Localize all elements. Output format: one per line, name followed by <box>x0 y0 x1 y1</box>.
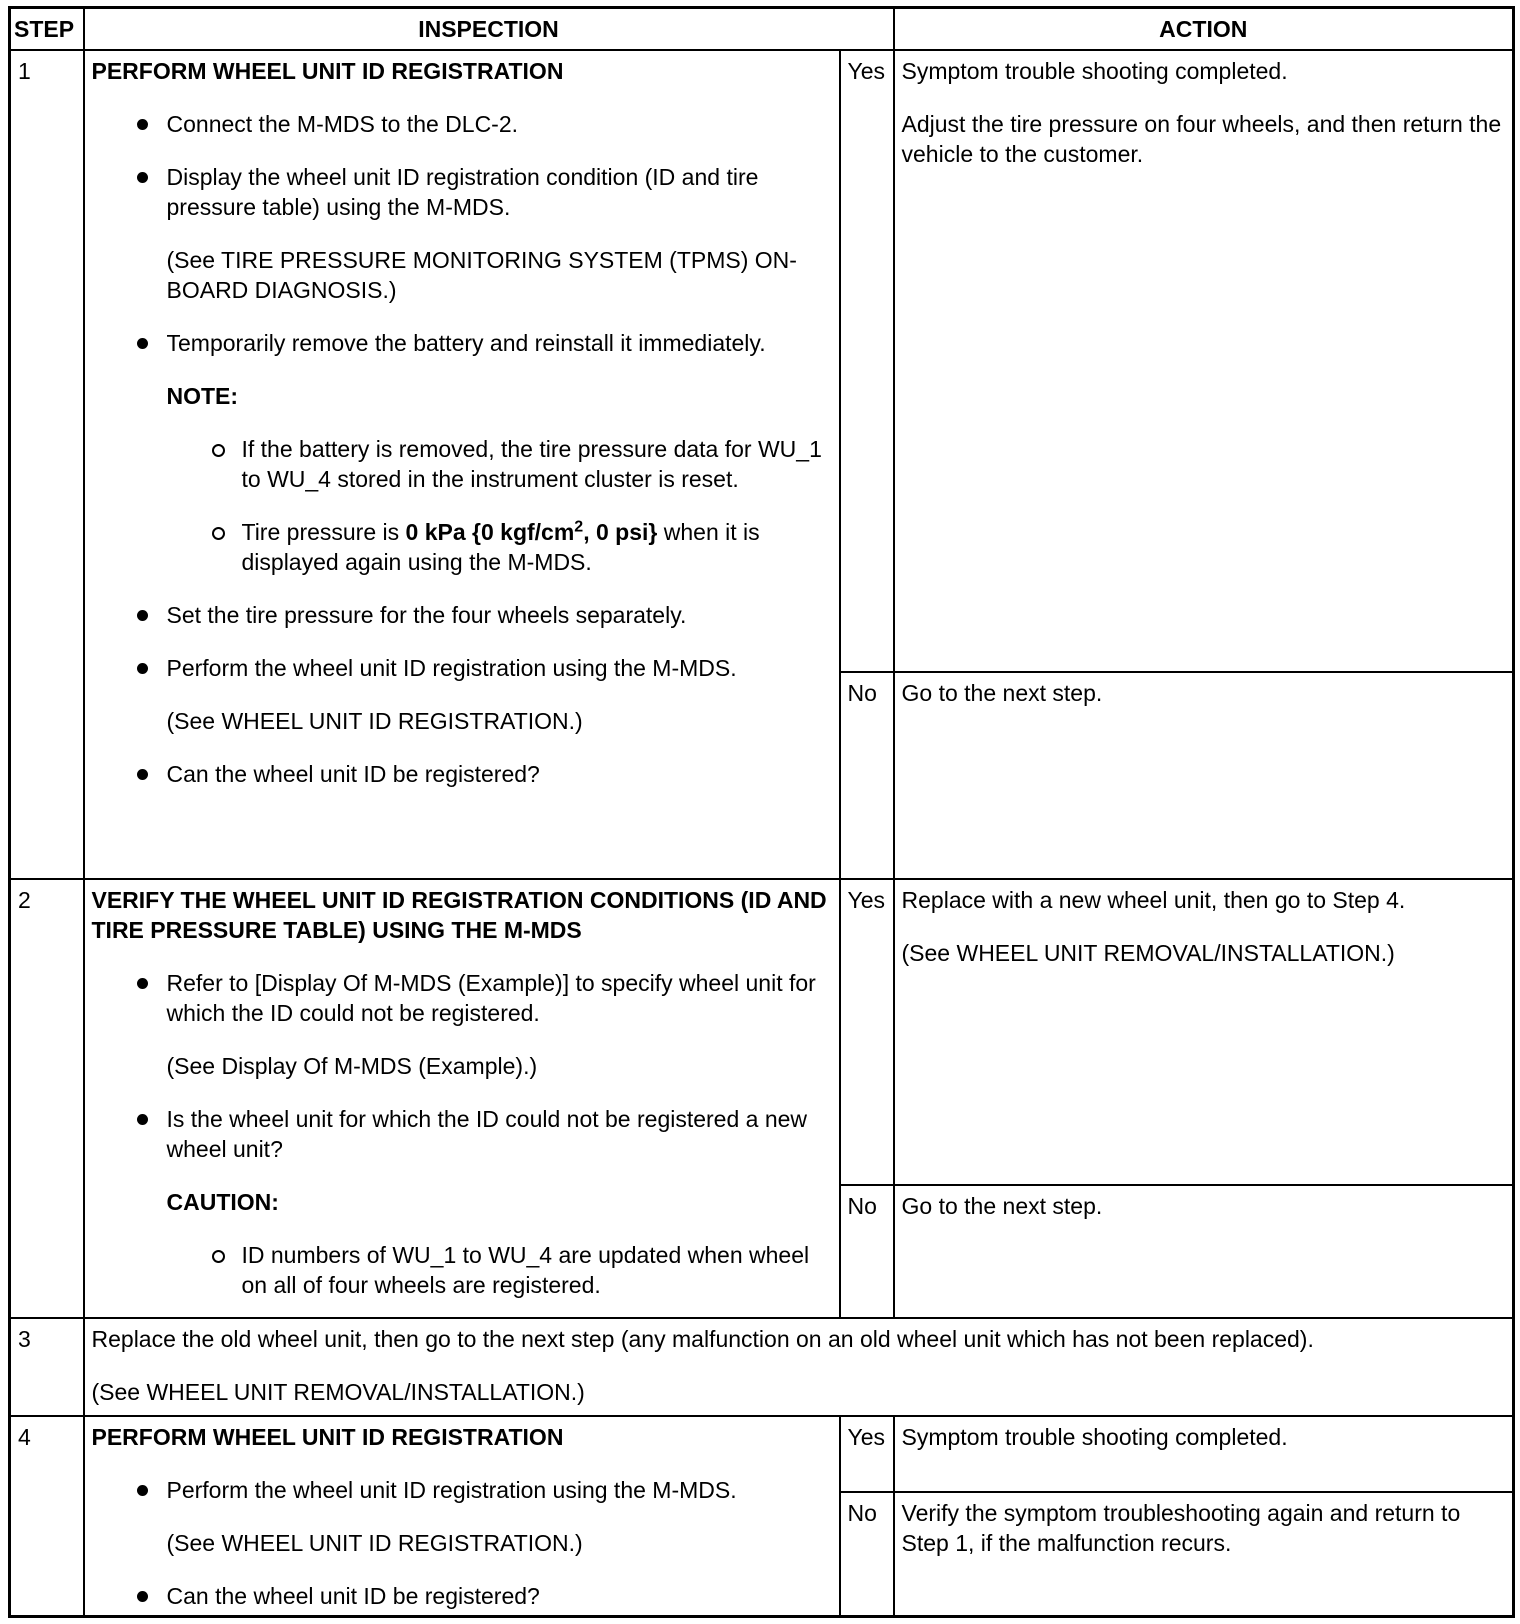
step-4-yes-action <box>894 1416 1514 1492</box>
step-1-bullet-5: Perform the wheel unit ID registration using the M-MDS. <box>167 653 832 683</box>
step-4-no-action <box>894 1492 1514 1617</box>
step-1-number: 1 <box>10 50 84 879</box>
step-4-row-yes <box>10 1416 1514 1492</box>
note-2-post: when it is displayed again using the M-MDS. <box>241 519 760 575</box>
step-2-no-action <box>894 1185 1514 1318</box>
troubleshooting-table <box>8 6 1515 1618</box>
header-row <box>10 8 1514 51</box>
header-action: ACTION <box>894 8 1514 51</box>
step-4-bullet-1: Perform the wheel unit ID registration using the M-MDS. <box>167 1475 832 1505</box>
step-1-notes <box>92 434 832 577</box>
step-2-no-action-1: Go to the next step. <box>901 1193 1103 1219</box>
step-1-bullet-2: Display the wheel unit ID registration condition (ID and tire pressure table) using the M-MDS. <box>167 162 832 222</box>
step-4-number: 4 <box>10 1416 84 1617</box>
step-2-bullets-b <box>92 1104 832 1164</box>
step-2-title: VERIFY THE WHEEL UNIT ID REGISTRATION CONDITIONS (ID AND TIRE PRESSURE TABLE) USING THE M-MDS <box>91 887 827 943</box>
step-1-bullet-6: Can the wheel unit ID be registered? <box>167 759 832 789</box>
step-1-bullets-c <box>92 600 832 683</box>
note-2-bold2: , 0 psi} <box>583 519 658 545</box>
step-3-row <box>10 1318 1514 1416</box>
step-1-title: PERFORM WHEEL UNIT ID REGISTRATION <box>91 58 564 84</box>
step-4-bullet-1-ref: (See WHEEL UNIT ID REGISTRATION.) <box>166 1530 583 1556</box>
step-1-yes-action-2: Adjust the tire pressure on four wheels, and then return the vehicle to the customer. <box>901 111 1502 167</box>
step-1-yes-action-1: Symptom trouble shooting completed. <box>901 58 1288 84</box>
step-1-note-1: If the battery is removed, the tire pressure data for WU_1 to WU_4 stored in the instrument cluster is reset. <box>242 434 832 494</box>
step-2-yes-action-2: (See WHEEL UNIT REMOVAL/INSTALLATION.) <box>901 940 1395 966</box>
step-4-no-label: No <box>840 1492 894 1617</box>
header-step: STEP <box>10 8 84 51</box>
step-2-cautions <box>92 1240 832 1300</box>
step-3-number: 3 <box>10 1318 84 1416</box>
step-4-bullets-b <box>92 1581 832 1611</box>
step-1-row-yes <box>10 50 1514 672</box>
step-3-line-1: Replace the old wheel unit, then go to the next step (any malfunction on an old wheel unit which has not been replaced). <box>91 1326 1314 1352</box>
step-1-bullet-1: Connect the M-MDS to the DLC-2. <box>167 109 832 139</box>
step-1-bullet-3: Temporarily remove the battery and reinstall it immediately. <box>167 328 832 358</box>
step-4-yes-action-1: Symptom trouble shooting completed. <box>901 1424 1288 1450</box>
step-1-bullet-4: Set the tire pressure for the four wheels separately. <box>167 600 832 630</box>
note-2-pre: Tire pressure is <box>241 519 406 545</box>
step-1-no-action-1: Go to the next step. <box>901 680 1103 706</box>
step-1-note-2 <box>242 517 832 577</box>
step-1-yes-action <box>894 50 1514 672</box>
header-inspection: INSPECTION <box>84 8 894 51</box>
step-2-bullets <box>92 968 832 1028</box>
step-2-row-yes <box>10 879 1514 1185</box>
step-4-bullets <box>92 1475 832 1505</box>
step-2-caution-1: ID numbers of WU_1 to WU_4 are updated when wheel on all of four wheels are registered. <box>242 1240 832 1300</box>
step-2-caution-label: CAUTION: <box>166 1189 279 1215</box>
step-3-line-2: (See WHEEL UNIT REMOVAL/INSTALLATION.) <box>91 1379 585 1405</box>
step-1-bullet-2-ref: (See TIRE PRESSURE MONITORING SYSTEM (TPMS) ON-BOARD DIAGNOSIS.) <box>166 247 797 303</box>
step-3-content <box>84 1318 1514 1416</box>
step-2-yes-action <box>894 879 1514 1185</box>
note-2-sup: 2 <box>574 518 584 536</box>
note-2-bold: 0 kPa {0 kgf/cm <box>405 519 575 545</box>
step-4-inspection <box>84 1416 840 1617</box>
step-1-note-label: NOTE: <box>166 383 239 409</box>
step-2-inspection <box>84 879 840 1318</box>
step-2-no-label: No <box>840 1185 894 1318</box>
step-1-no-action <box>894 672 1514 879</box>
step-4-title: PERFORM WHEEL UNIT ID REGISTRATION <box>91 1424 564 1450</box>
step-1-yes-label: Yes <box>840 50 894 672</box>
step-2-yes-action-1: Replace with a new wheel unit, then go to Step 4. <box>901 887 1406 913</box>
step-2-bullet-1-ref: (See Display Of M-MDS (Example).) <box>166 1053 538 1079</box>
step-1-no-label: No <box>840 672 894 879</box>
step-1-bullets-d <box>92 759 832 789</box>
step-2-bullet-2: Is the wheel unit for which the ID could not be registered a new wheel unit? <box>167 1104 832 1164</box>
step-4-bullet-2: Can the wheel unit ID be registered? <box>167 1581 832 1611</box>
step-2-yes-label: Yes <box>840 879 894 1185</box>
step-2-bullet-1: Refer to [Display Of M-MDS (Example)] to specify wheel unit for which the ID could not be registered. <box>167 968 832 1028</box>
step-1-bullets <box>92 109 832 222</box>
step-4-yes-label: Yes <box>840 1416 894 1492</box>
step-1-bullets-b <box>92 328 832 358</box>
step-1-bullet-5-ref: (See WHEEL UNIT ID REGISTRATION.) <box>166 708 583 734</box>
step-1-inspection <box>84 50 840 879</box>
step-4-no-action-1: Verify the symptom troubleshooting again and return to Step 1, if the malfunction recurs. <box>901 1500 1461 1556</box>
step-2-number: 2 <box>10 879 84 1318</box>
